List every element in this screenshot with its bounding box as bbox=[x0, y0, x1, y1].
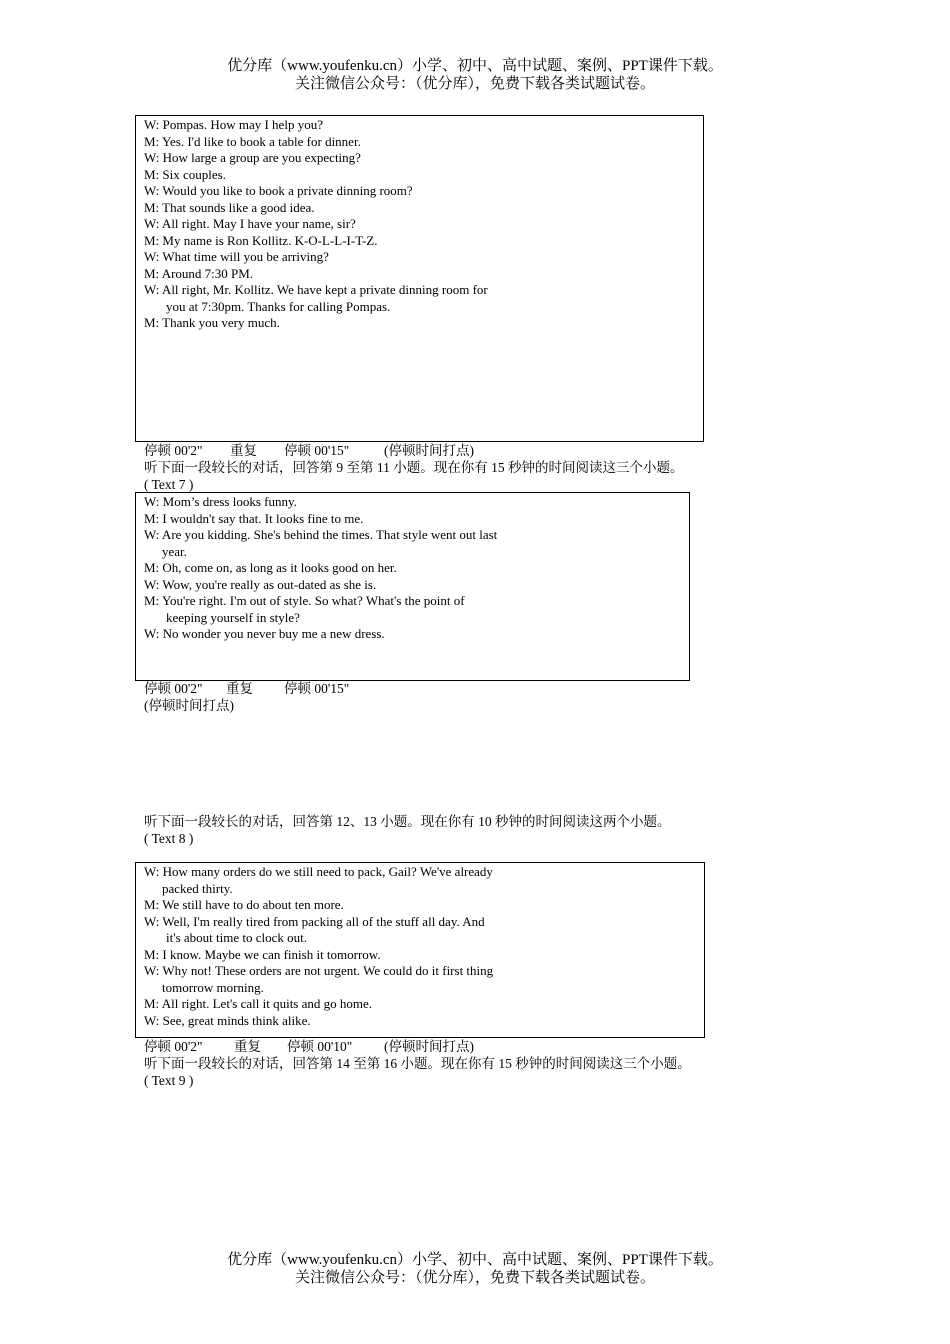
dialogue-line: M: Around 7:30 PM. bbox=[144, 265, 254, 281]
dialogue-line: packed thirty. bbox=[162, 880, 233, 896]
dialogue-line: W: Would you like to book a private dinning room? bbox=[144, 183, 413, 198]
pause-note: (停顿时间打点) bbox=[384, 443, 474, 458]
repeat-label: 重复 bbox=[230, 443, 257, 458]
instruction-text8: 听下面一段较长的对话，回答第 12、13 小题。现在你有 10 秒钟的时间阅读这两个小题。 bbox=[144, 814, 671, 829]
text7-label: ( Text 7 ) bbox=[144, 477, 194, 492]
pause-line-1 bbox=[144, 442, 474, 459]
dialogue-line: W: Mom’s dress looks funny. bbox=[144, 494, 297, 509]
pause-duration: 停顿 00'10" bbox=[287, 1039, 353, 1054]
dialogue-line: W: How large a group are you expecting? bbox=[144, 150, 361, 165]
dialogue-line: year. bbox=[162, 543, 187, 559]
pause-duration: 停顿 00'2" bbox=[144, 1039, 203, 1054]
dialogue-line: M: Thank you very much. bbox=[144, 315, 280, 330]
pause-duration: 停顿 00'15" bbox=[284, 443, 350, 458]
dialogue-line: M: All right. Let's call it quits and go home. bbox=[144, 996, 373, 1011]
dialogue-line: M: That sounds like a good idea. bbox=[144, 199, 315, 215]
text8-label: ( Text 8 ) bbox=[144, 831, 194, 846]
dialogue-line: W: No wonder you never buy me a new dress. bbox=[144, 626, 385, 641]
instruction-text7: 听下面一段较长的对话，回答第 9 至第 11 小题。现在你有 15 秒钟的时间阅读这三个小题。 bbox=[144, 460, 684, 475]
dialogue-line: M: My name is Ron Kollitz. K-O-L-L-I-T-Z. bbox=[144, 232, 378, 248]
pause-note: (停顿时间打点) bbox=[384, 1039, 474, 1054]
dialogue-line: M: I wouldn't say that. It looks fine to me. bbox=[144, 510, 364, 526]
page-footer-line-2: 关注微信公众号：（优分库），免费下载各类试题试卷。 bbox=[294, 1270, 655, 1286]
dialogue-line: M: We still have to do about ten more. bbox=[144, 897, 344, 912]
page-footer-line-1: 优分库（www.youfenku.cn）小学、初中、高中试题、案例、PPT课件下载。 bbox=[227, 1252, 723, 1268]
dialogue-line: M: I know. Maybe we can finish it tomorrow. bbox=[144, 946, 381, 962]
dialogue-line: W: All right, Mr. Kollitz. We have kept a private dinning room for bbox=[144, 282, 488, 297]
dialogue-line: M: Yes. I'd like to book a table for dinner. bbox=[144, 133, 361, 149]
pause-line-3 bbox=[144, 1038, 474, 1055]
pause-duration: 停顿 00'2" bbox=[144, 443, 203, 458]
instruction-text9: 听下面一段较长的对话，回答第 14 至第 16 小题。现在你有 15 秒钟的时间阅读这三个小题。 bbox=[144, 1056, 691, 1071]
repeat-label: 重复 bbox=[226, 681, 253, 696]
dialogue-line: W: What time will you be arriving? bbox=[144, 249, 329, 264]
dialogue-line: keeping yourself in style? bbox=[166, 609, 300, 625]
dialogue-line: M: Six couples. bbox=[144, 166, 226, 182]
dialogue-line: W: How many orders do we still need to pack, Gail? We've already bbox=[144, 864, 493, 879]
dialogue-line: W: See, great minds think alike. bbox=[144, 1012, 311, 1028]
text9-label: ( Text 9 ) bbox=[144, 1073, 194, 1088]
dialogue-line: W: Wow, you're really as out-dated as she is. bbox=[144, 576, 377, 592]
dialogue-line: it's about time to clock out. bbox=[166, 930, 307, 945]
dialogue-line: M: You're right. I'm out of style. So what? What's the point of bbox=[144, 593, 465, 608]
pause-duration: 停顿 00'2" bbox=[144, 681, 203, 696]
dialogue-box-text7 bbox=[135, 492, 690, 681]
dialogue-line: W: Are you kidding. She's behind the times. That style went out last bbox=[144, 527, 498, 542]
pause-note-2: (停顿时间打点) bbox=[144, 698, 234, 713]
dialogue-line: W: Pompas. How may I help you? bbox=[144, 117, 323, 132]
page-header-line-1: 优分库（www.youfenku.cn）小学、初中、高中试题、案例、PPT课件下载。 bbox=[227, 58, 723, 74]
dialogue-line: M: Oh, come on, as long as it looks good on her. bbox=[144, 560, 397, 575]
dialogue-line: W: Why not! These orders are not urgent. We could do it first thing bbox=[144, 963, 494, 978]
pause-line-2 bbox=[144, 680, 349, 697]
dialogue-line: you at 7:30pm. Thanks for calling Pompas. bbox=[166, 298, 391, 314]
dialogue-box-text8 bbox=[135, 862, 705, 1038]
page-header-line-2: 关注微信公众号：（优分库），免费下载各类试题试卷。 bbox=[294, 76, 655, 92]
dialogue-line: tomorrow morning. bbox=[162, 979, 264, 995]
dialogue-box-text6 bbox=[135, 115, 704, 442]
dialogue-line: W: Well, I'm really tired from packing all of the stuff all day. And bbox=[144, 913, 485, 929]
dialogue-line: W: All right. May I have your name, sir? bbox=[144, 216, 356, 231]
pause-duration: 停顿 00'15" bbox=[284, 681, 350, 696]
repeat-label: 重复 bbox=[234, 1039, 261, 1054]
